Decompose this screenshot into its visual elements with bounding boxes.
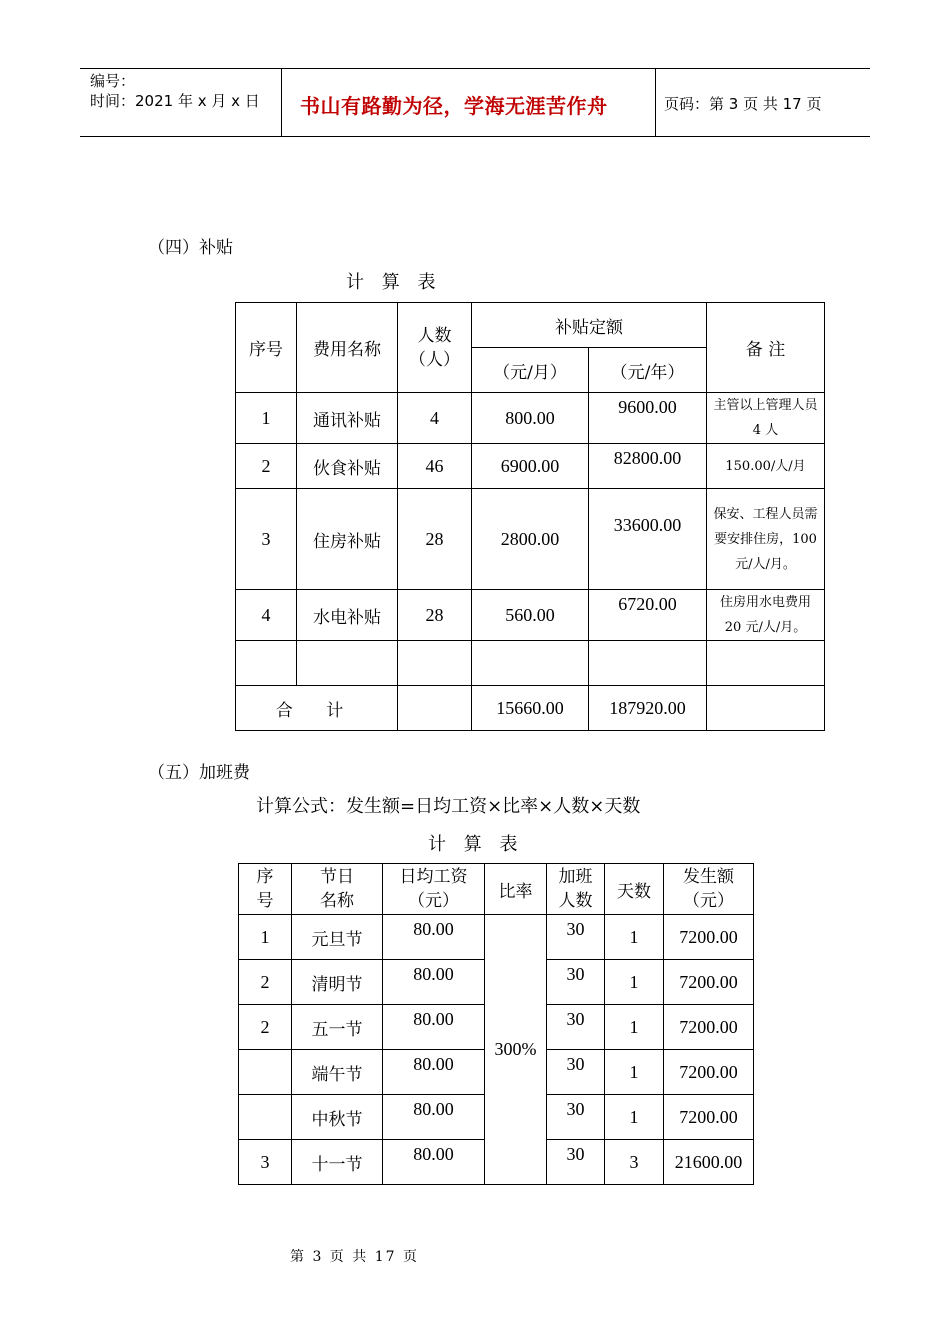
header-divider-right (655, 68, 656, 136)
overtime-amount: 7200.00 (664, 1050, 754, 1095)
table-row (236, 489, 825, 590)
subsidy-monthly: 6900.00 (472, 444, 589, 489)
overtime-header-days: 天数 (605, 864, 664, 915)
subsidy-remark: 150.00/人/月 (707, 444, 825, 489)
overtime-header-amount: 发生额（元） (664, 864, 754, 915)
subsidy-total-monthly: 15660.00 (472, 686, 589, 731)
overtime-days: 1 (605, 1050, 664, 1095)
subsidy-monthly: 800.00 (472, 393, 589, 444)
overtime-header-people: 加班人数 (547, 864, 605, 915)
subsidy-remark: 住房用水电费用 20 元/人/月。 (707, 590, 825, 641)
overtime-header-seq: 序号 (239, 864, 292, 915)
subsidy-people: 4 (398, 393, 472, 444)
overtime-header-holiday: 节日名称 (292, 864, 383, 915)
section5-formula: 计算公式：发生额=日均工资×比率×人数×天数 (256, 796, 641, 817)
subsidy-table (235, 302, 825, 731)
subsidy-total-yearly: 187920.00 (589, 686, 707, 731)
subsidy-yearly: 6720.00 (589, 590, 707, 641)
table-row (236, 590, 825, 641)
subsidy-yearly: 9600.00 (589, 393, 707, 444)
table-row-total (236, 686, 825, 731)
subsidy-monthly: 2800.00 (472, 489, 589, 590)
overtime-header-daily-wage: 日均工资（元） (383, 864, 485, 915)
overtime-seq (239, 1095, 292, 1140)
overtime-seq: 1 (239, 915, 292, 960)
overtime-amount: 7200.00 (664, 960, 754, 1005)
subsidy-total-label: 合 计 (236, 686, 398, 731)
overtime-people: 30 (547, 960, 605, 1005)
overtime-amount: 7200.00 (664, 1005, 754, 1050)
subsidy-name: 通讯补贴 (297, 393, 398, 444)
overtime-daily-wage: 80.00 (383, 1005, 485, 1050)
overtime-table (238, 863, 754, 1185)
subsidy-header-yearly: （元/年） (589, 348, 707, 393)
subsidy-seq: 2 (236, 444, 297, 489)
table-row (236, 393, 825, 444)
overtime-days: 1 (605, 1095, 664, 1140)
subsidy-name: 水电补贴 (297, 590, 398, 641)
overtime-days: 1 (605, 915, 664, 960)
overtime-seq (239, 1050, 292, 1095)
subsidy-header-seq: 序号 (236, 303, 297, 393)
table-row (236, 444, 825, 489)
overtime-daily-wage: 80.00 (383, 915, 485, 960)
overtime-days: 1 (605, 1005, 664, 1050)
section4-title: （四）补贴 (148, 238, 233, 258)
overtime-daily-wage: 80.00 (383, 1140, 485, 1185)
subsidy-header-people: 人数（人） (398, 303, 472, 393)
overtime-seq: 2 (239, 960, 292, 1005)
header-time-label: 时间：2021 年 x 月 x 日 (90, 92, 260, 110)
overtime-days: 3 (605, 1140, 664, 1185)
section5-title: （五）加班费 (148, 763, 250, 783)
subsidy-name: 伙食补贴 (297, 444, 398, 489)
overtime-people: 30 (547, 915, 605, 960)
overtime-seq: 3 (239, 1140, 292, 1185)
overtime-amount: 7200.00 (664, 1095, 754, 1140)
overtime-people: 30 (547, 1140, 605, 1185)
overtime-holiday: 中秋节 (292, 1095, 383, 1140)
overtime-people: 30 (547, 1050, 605, 1095)
header-top-rule (80, 68, 870, 69)
subsidy-header-quota: 补贴定额 (472, 303, 707, 348)
overtime-header-rate: 比率 (485, 864, 547, 915)
table-row-empty (236, 641, 825, 686)
page-footer: 第 3 页 共 17 页 (290, 1249, 419, 1265)
subsidy-header-name: 费用名称 (297, 303, 398, 393)
overtime-holiday: 五一节 (292, 1005, 383, 1050)
header-motto: 书山有路勤为径，学海无涯苦作舟 (300, 94, 608, 118)
subsidy-remark: 保安、工程人员需要安排住房，100 元/人/月。 (707, 489, 825, 590)
overtime-people: 30 (547, 1095, 605, 1140)
overtime-seq: 2 (239, 1005, 292, 1050)
header-divider-left (281, 68, 282, 136)
overtime-rate: 300% (485, 915, 547, 1185)
overtime-people: 30 (547, 1005, 605, 1050)
overtime-daily-wage: 80.00 (383, 1050, 485, 1095)
subsidy-people: 46 (398, 444, 472, 489)
header-number-label: 编号： (90, 72, 136, 90)
header-bottom-rule (80, 136, 870, 137)
overtime-holiday: 十一节 (292, 1140, 383, 1185)
overtime-holiday: 端午节 (292, 1050, 383, 1095)
header-page-label: 页码：第 3 页 共 17 页 (664, 95, 822, 113)
subsidy-seq: 3 (236, 489, 297, 590)
table-row (239, 915, 754, 960)
subsidy-yearly: 82800.00 (589, 444, 707, 489)
section4-table-caption: 计 算 表 (346, 272, 442, 293)
subsidy-seq: 4 (236, 590, 297, 641)
subsidy-seq: 1 (236, 393, 297, 444)
overtime-amount: 21600.00 (664, 1140, 754, 1185)
overtime-daily-wage: 80.00 (383, 960, 485, 1005)
subsidy-name: 住房补贴 (297, 489, 398, 590)
subsidy-header-remark: 备 注 (707, 303, 825, 393)
subsidy-remark: 主管以上管理人员 4 人 (707, 393, 825, 444)
overtime-amount: 7200.00 (664, 915, 754, 960)
subsidy-header-monthly: （元/月） (472, 348, 589, 393)
overtime-days: 1 (605, 960, 664, 1005)
section5-table-caption: 计 算 表 (428, 834, 524, 855)
overtime-daily-wage: 80.00 (383, 1095, 485, 1140)
subsidy-people: 28 (398, 489, 472, 590)
subsidy-yearly: 33600.00 (589, 489, 707, 590)
overtime-holiday: 清明节 (292, 960, 383, 1005)
subsidy-monthly: 560.00 (472, 590, 589, 641)
subsidy-people: 28 (398, 590, 472, 641)
overtime-holiday: 元旦节 (292, 915, 383, 960)
